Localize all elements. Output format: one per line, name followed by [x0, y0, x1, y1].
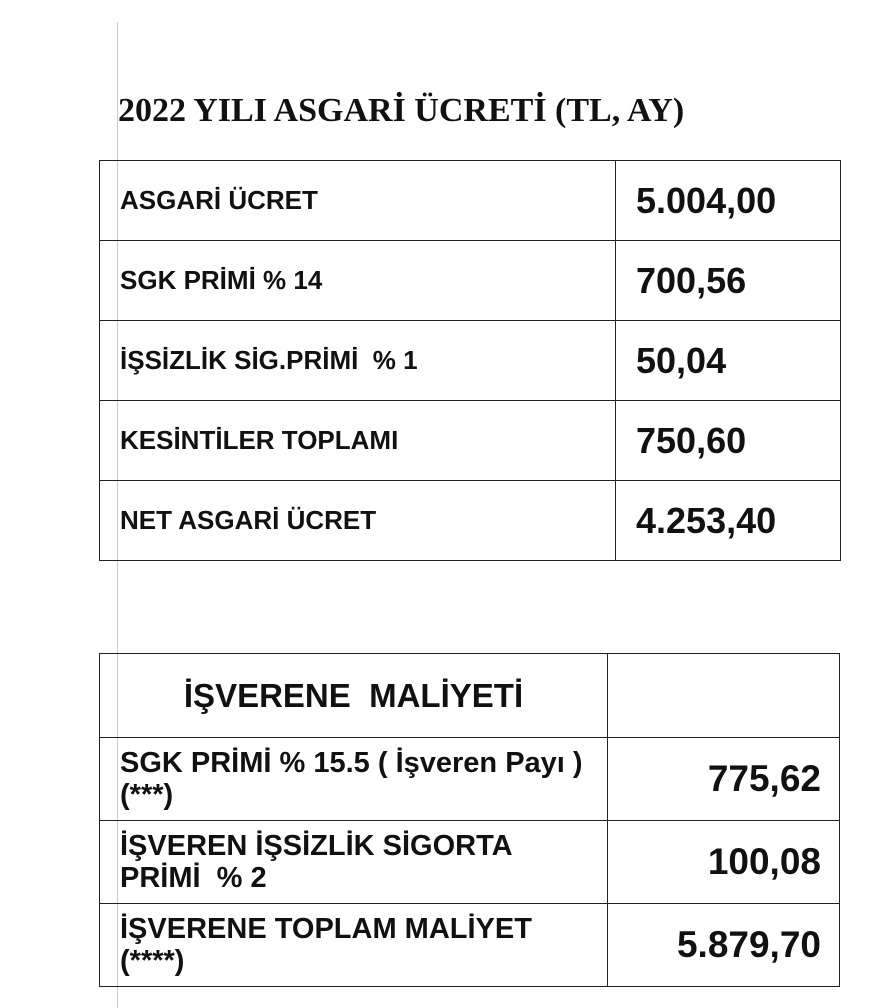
row-label: ASGARİ ÜCRET	[100, 161, 616, 241]
table-row	[100, 241, 841, 321]
document-title: 2022 YILI ASGARİ ÜCRETİ (TL, AY)	[118, 92, 685, 129]
row-value: 775,62	[608, 738, 840, 821]
employer-cost-table	[99, 653, 840, 987]
table-header-row	[100, 654, 840, 738]
table-header-label: İŞVERENE MALİYETİ	[100, 654, 608, 738]
minimum-wage-table	[99, 160, 841, 561]
table-header-value	[608, 654, 840, 738]
row-value: 4.253,40	[616, 481, 841, 561]
row-value: 100,08	[608, 821, 840, 904]
row-value: 700,56	[616, 241, 841, 321]
table-row	[100, 481, 841, 561]
table-row	[100, 904, 840, 987]
table-row	[100, 161, 841, 241]
row-label: İŞVERENE TOPLAM MALİYET (****)	[100, 904, 608, 987]
row-label: KESİNTİLER TOPLAMI	[100, 401, 616, 481]
table-row	[100, 821, 840, 904]
row-label: İŞVEREN İŞSİZLİK SİGORTA PRİMİ % 2	[100, 821, 608, 904]
row-value: 5.879,70	[608, 904, 840, 987]
row-value: 750,60	[616, 401, 841, 481]
table-row	[100, 321, 841, 401]
row-label: NET ASGARİ ÜCRET	[100, 481, 616, 561]
table-row	[100, 401, 841, 481]
row-label: SGK PRİMİ % 15.5 ( İşveren Payı ) (***)	[100, 738, 608, 821]
row-value: 5.004,00	[616, 161, 841, 241]
row-label: İŞSİZLİK SİG.PRİMİ % 1	[100, 321, 616, 401]
table-row	[100, 738, 840, 821]
row-label: SGK PRİMİ % 14	[100, 241, 616, 321]
row-value: 50,04	[616, 321, 841, 401]
